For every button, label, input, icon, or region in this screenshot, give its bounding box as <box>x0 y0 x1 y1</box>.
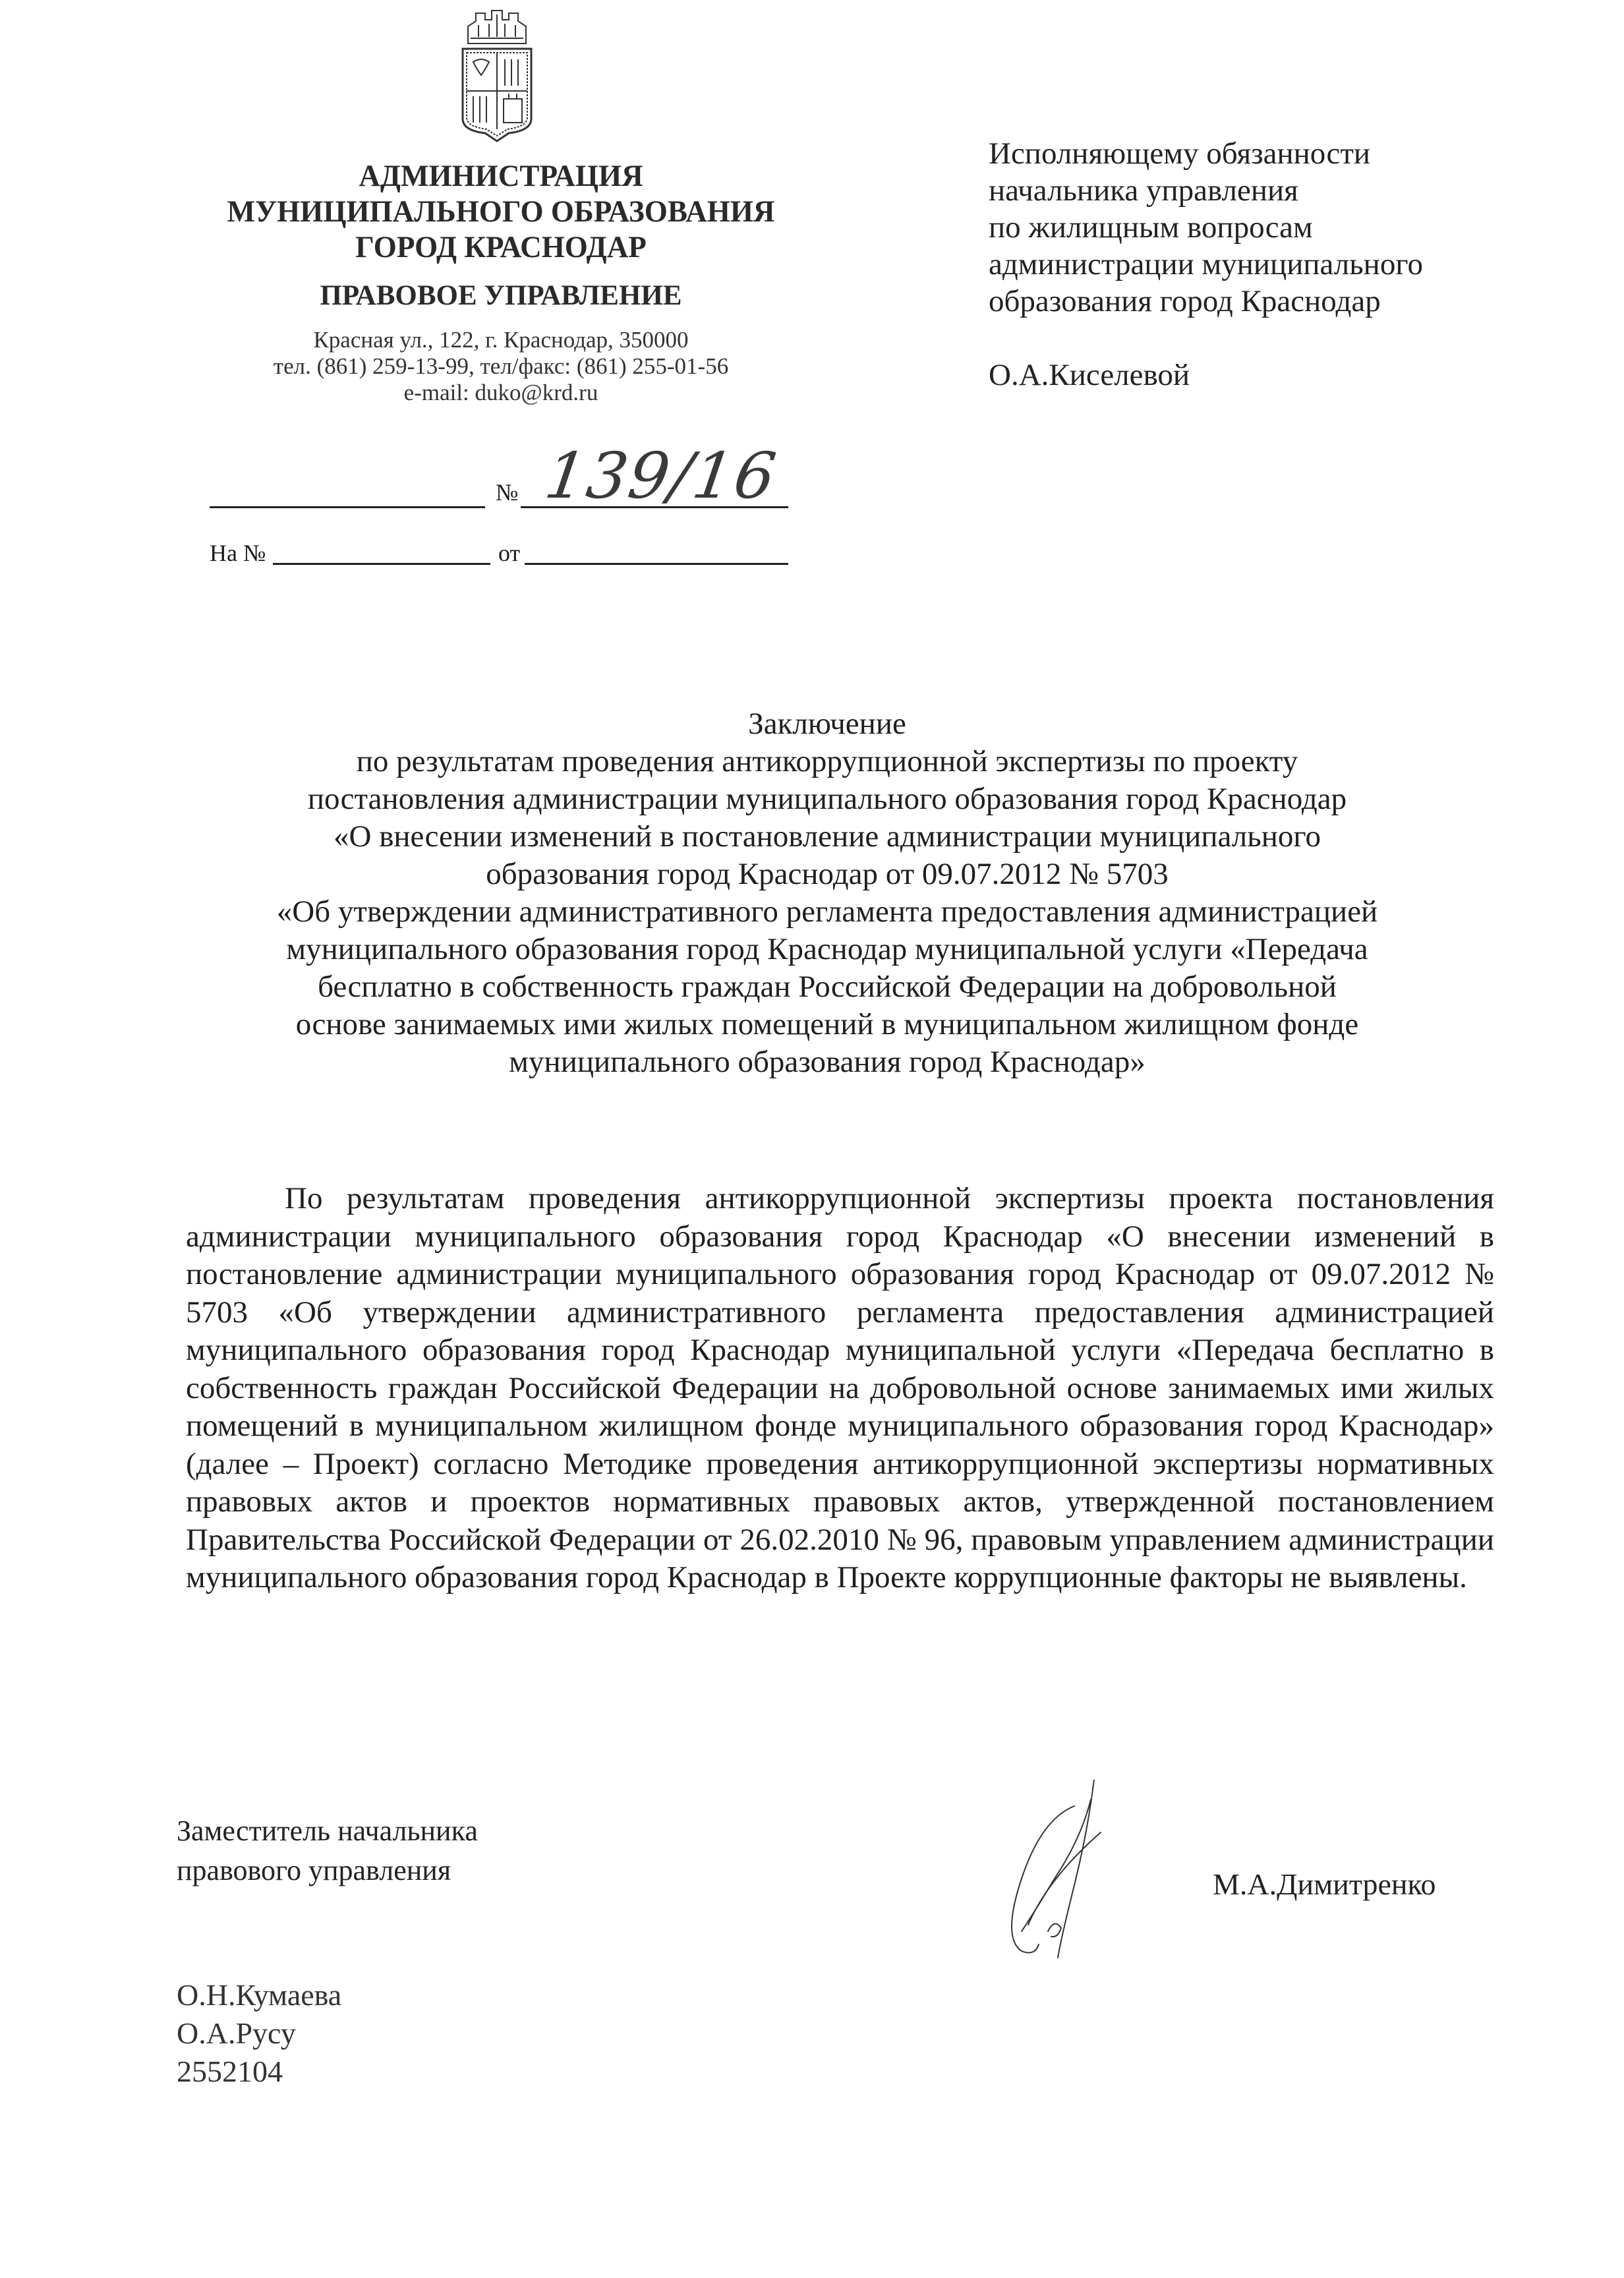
signatory-title <box>177 1811 478 1890</box>
executor-name: О.А.Русу <box>177 2016 296 2050</box>
addressee-block <box>989 135 1582 394</box>
address: Красная ул., 122, г. Краснодар, 350000 <box>313 327 689 353</box>
reference-line <box>210 534 790 573</box>
title-line: образования город Краснодар от 09.07.2012 № 5703 <box>486 857 1169 891</box>
body-paragraph: По результатам проведения антикоррупционной экспертизы проекта постановления администрации муниципального образования город Краснодар «О внесении изменений в постановление администрации муниципального образования город Краснодар от 09.07.2012 № 5703 «Об утверждении административного регламента предоставления администрацией муниципального образования город Краснодар муниципальной услуги «Передача бесплатно в собственность граждан Российской Федерации на добровольной основе занимаемых ими жилых помещений в муниципальном жилищном фонде муниципального образования город Краснодар» (далее – Проект) согласно Методике проведения антикоррупционной экспертизы нормативных правовых актов и проектов нормативных правовых актов, утвержденной постановлением Правительства Российской Федерации от 26.02.2010 № 96, правовым управлением администрации муниципального образования город Краснодар в Проекте коррупционные факторы не выявлены. <box>186 1181 1494 1594</box>
title-heading: Заключение <box>748 707 906 741</box>
title-line: по результатам проведения антикоррупционной экспертизы по проекту <box>356 744 1298 778</box>
email: e-mail: duko@krd.ru <box>403 380 598 405</box>
executors-block <box>177 1976 341 2091</box>
phones: тел. (861) 259-13-99, тел/факс: (861) 255-01-56 <box>273 353 729 379</box>
registration-number: 139/16 <box>540 439 782 513</box>
title-line: муниципального образования город Краснодар муниципальной услуги «Передача <box>286 932 1368 966</box>
addressee-line: администрации муниципального <box>989 247 1423 281</box>
document-title <box>178 705 1476 1081</box>
registration-date-field <box>210 506 485 508</box>
contact-info <box>191 327 811 406</box>
title-line: постановления администрации муниципального образования город Краснодар <box>307 782 1347 816</box>
title-line: бесплатно в собственность граждан Российской Федерации на добровольной <box>318 970 1337 1004</box>
executor-phone: 2552104 <box>177 2055 283 2088</box>
reply-number-field <box>273 563 490 565</box>
signatory-title-line: Заместитель начальника <box>177 1815 478 1847</box>
reply-to-label: На № <box>210 540 266 566</box>
coat-of-arms-icon <box>456 7 538 145</box>
addressee-line: образования город Краснодар <box>989 284 1381 318</box>
org-line-1: АДМИНИСТРАЦИЯ <box>359 159 643 193</box>
title-line: муниципального образования город Краснодар» <box>509 1045 1146 1079</box>
addressee-line: по жилищным вопросам <box>989 210 1313 245</box>
title-line: «Об утверждении административного регламента предоставления администрацией <box>276 894 1378 929</box>
signatory-name: М.А.Димитренко <box>1213 1867 1436 1901</box>
registration-line <box>210 439 790 514</box>
executor-name: О.Н.Кумаева <box>177 1978 342 2012</box>
addressee-line: Исполняющему обязанности <box>989 136 1371 171</box>
handwritten-signature-icon <box>975 1780 1160 1977</box>
title-line: «О внесении изменений в постановление администрации муниципального <box>334 819 1321 854</box>
number-label: № <box>496 479 519 506</box>
organization-name <box>191 158 811 312</box>
from-label: от <box>498 540 521 566</box>
addressee-name: О.А.Киселевой <box>989 358 1190 392</box>
reply-date-field <box>525 563 788 565</box>
signatory-title-line: правового управления <box>177 1854 451 1886</box>
department-name: ПРАВОВОЕ УПРАВЛЕНИЕ <box>320 280 682 311</box>
addressee-line: начальника управления <box>989 173 1298 208</box>
title-line: основе занимаемых ими жилых помещений в муниципальном жилищном фонде <box>295 1007 1359 1041</box>
org-line-2: МУНИЦИПАЛЬНОГО ОБРАЗОВАНИЯ <box>227 194 775 229</box>
org-line-3: ГОРОД КРАСНОДАР <box>355 230 647 264</box>
